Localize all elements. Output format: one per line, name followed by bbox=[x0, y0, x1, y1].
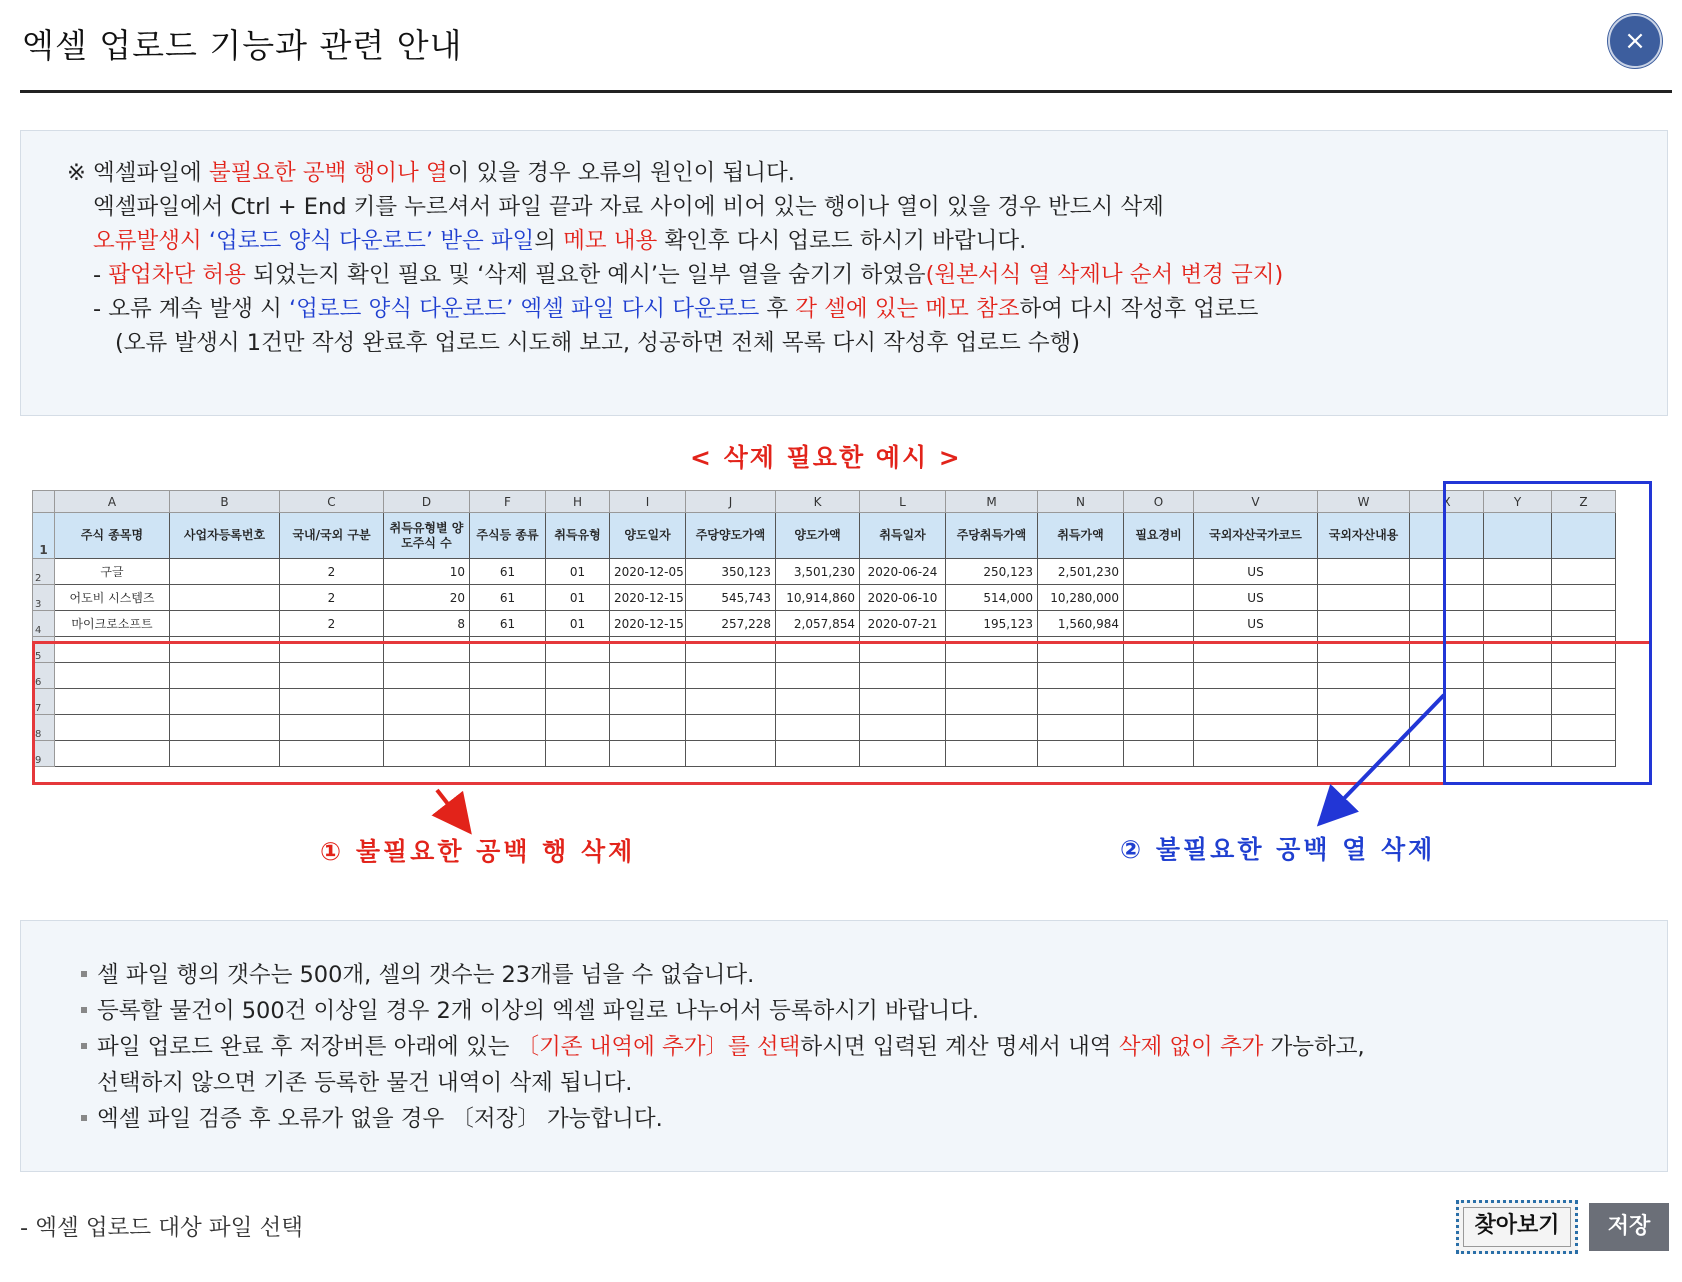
column-letter: C bbox=[280, 491, 384, 513]
header-cell: 사업자등록번호 bbox=[170, 513, 280, 559]
bullet-text: 등록할 물건이 500건 이상일 경우 2개 이상의 엑셀 파일로 나누어서 등록하시기 바랍니다. bbox=[97, 998, 980, 1024]
empty-cell bbox=[280, 715, 384, 741]
table-cell bbox=[1124, 559, 1194, 585]
empty-cell bbox=[686, 689, 776, 715]
table-cell: 350,123 bbox=[686, 559, 776, 585]
table-cell bbox=[1410, 559, 1484, 585]
table-cell bbox=[1552, 611, 1616, 637]
table-cell: 514,000 bbox=[946, 585, 1038, 611]
empty-cell bbox=[280, 637, 384, 663]
table-cell bbox=[1318, 559, 1410, 585]
empty-cell bbox=[686, 715, 776, 741]
empty-cell bbox=[546, 689, 610, 715]
header-cell: 주당양도가액 bbox=[686, 513, 776, 559]
column-letter: Y bbox=[1484, 491, 1552, 513]
table-cell: 61 bbox=[470, 585, 546, 611]
bullet-continuation: 선택하지 않으면 기존 등록한 물건 내역이 삭제 됩니다. bbox=[97, 1070, 633, 1096]
empty-cell bbox=[1410, 715, 1484, 741]
arrow-to-rows bbox=[437, 790, 462, 822]
empty-cell bbox=[946, 741, 1038, 767]
empty-cell bbox=[470, 741, 546, 767]
empty-cell bbox=[55, 637, 170, 663]
bullet-icon bbox=[81, 1115, 87, 1121]
empty-cell bbox=[1318, 689, 1410, 715]
column-letter: N bbox=[1038, 491, 1124, 513]
empty-cell bbox=[946, 715, 1038, 741]
table-cell bbox=[1410, 585, 1484, 611]
notice-text: - bbox=[93, 262, 109, 288]
empty-cell bbox=[1318, 715, 1410, 741]
empty-cell bbox=[170, 715, 280, 741]
example-title: < 삭제 필요한 예시 > bbox=[690, 443, 962, 472]
table-row bbox=[33, 559, 1616, 585]
header-row bbox=[33, 513, 1616, 559]
empty-cell bbox=[1552, 689, 1616, 715]
empty-cell bbox=[860, 663, 946, 689]
column-letter: W bbox=[1318, 491, 1410, 513]
empty-row bbox=[33, 637, 1616, 663]
table-cell: 250,123 bbox=[946, 559, 1038, 585]
notice-line-1 bbox=[67, 155, 795, 187]
empty-cell bbox=[55, 741, 170, 767]
column-letter: L bbox=[860, 491, 946, 513]
empty-cell bbox=[1124, 637, 1194, 663]
table-cell: 545,743 bbox=[686, 585, 776, 611]
empty-cell bbox=[686, 637, 776, 663]
table-cell: 어도비 시스템즈 bbox=[55, 585, 170, 611]
empty-cell bbox=[860, 689, 946, 715]
column-letter: K bbox=[776, 491, 860, 513]
empty-cell bbox=[1318, 741, 1410, 767]
notice-link-text: ‘업로드 양식 다운로드’ 받은 파일 bbox=[208, 228, 535, 254]
empty-cell bbox=[1552, 715, 1616, 741]
row-number: 5 bbox=[33, 637, 55, 663]
table-cell: 01 bbox=[546, 559, 610, 585]
empty-cell bbox=[1552, 663, 1616, 689]
bullet-text: 파일 업로드 완료 후 저장버튼 아래에 있는 bbox=[97, 1034, 517, 1060]
table-row bbox=[33, 585, 1616, 611]
empty-cell bbox=[1038, 663, 1124, 689]
notice-line-2: 엑셀파일에서 Ctrl + End 키를 누르셔서 파일 끝과 자료 사이에 비어 있는 행이나 열이 있을 경우 반드시 삭제 bbox=[93, 194, 1164, 220]
empty-cell bbox=[55, 715, 170, 741]
empty-cell bbox=[610, 689, 686, 715]
table-cell: 2020-07-21 bbox=[860, 611, 946, 637]
notice-highlight: 각 셀에 있는 메모 참조 bbox=[795, 296, 1020, 322]
empty-cell bbox=[1484, 663, 1552, 689]
label-delete-rows: ① 불필요한 공백 행 삭제 bbox=[320, 837, 636, 866]
header-cell bbox=[1410, 513, 1484, 559]
empty-cell bbox=[1318, 663, 1410, 689]
empty-cell bbox=[280, 689, 384, 715]
empty-cell bbox=[1552, 741, 1616, 767]
notice-line-3 bbox=[93, 223, 1026, 255]
empty-cell bbox=[1410, 689, 1484, 715]
save-button[interactable]: 저장 bbox=[1589, 1203, 1669, 1251]
empty-cell bbox=[470, 637, 546, 663]
empty-cell bbox=[610, 637, 686, 663]
notice-highlight: 오류발생시 bbox=[93, 228, 209, 254]
notice-text: 되었는지 확인 필요 및 ‘삭제 필요한 예시’는 일부 열을 숨기기 하였음 bbox=[245, 262, 926, 288]
table-cell bbox=[1484, 559, 1552, 585]
row-number: 2 bbox=[33, 559, 55, 585]
table-cell: 01 bbox=[546, 585, 610, 611]
column-letter: X bbox=[1410, 491, 1484, 513]
column-letter: B bbox=[170, 491, 280, 513]
empty-cell bbox=[384, 663, 470, 689]
empty-cell bbox=[384, 689, 470, 715]
bullet-icon bbox=[81, 971, 87, 977]
column-letter: O bbox=[1124, 491, 1194, 513]
empty-cell bbox=[1194, 715, 1318, 741]
header-cell: 주식등 종류 bbox=[470, 513, 546, 559]
empty-cell bbox=[1038, 689, 1124, 715]
empty-cell bbox=[776, 715, 860, 741]
table-cell: 61 bbox=[470, 611, 546, 637]
empty-cell bbox=[170, 663, 280, 689]
table-cell: 2020-12-15 bbox=[610, 585, 686, 611]
header-cell bbox=[1484, 513, 1552, 559]
table-cell bbox=[1410, 611, 1484, 637]
table-cell: 2020-12-15 bbox=[610, 611, 686, 637]
table-cell bbox=[1124, 585, 1194, 611]
row-number: 6 bbox=[33, 663, 55, 689]
bullet-icon bbox=[81, 1043, 87, 1049]
column-letter: J bbox=[686, 491, 776, 513]
empty-cell bbox=[170, 637, 280, 663]
column-letter: V bbox=[1194, 491, 1318, 513]
table-cell: 1,560,984 bbox=[1038, 611, 1124, 637]
table-cell: 2,057,854 bbox=[776, 611, 860, 637]
header-cell bbox=[1552, 513, 1616, 559]
empty-cell bbox=[55, 689, 170, 715]
notice-text: 이 있을 경우 오류의 원인이 됩니다. bbox=[447, 160, 795, 186]
table-cell bbox=[1318, 585, 1410, 611]
table-cell: 257,228 bbox=[686, 611, 776, 637]
bullet-text: 셀 파일 행의 갯수는 500개, 셀의 갯수는 23개를 넘을 수 없습니다. bbox=[97, 962, 755, 988]
table-cell: 195,123 bbox=[946, 611, 1038, 637]
empty-cell bbox=[776, 637, 860, 663]
empty-cell bbox=[384, 741, 470, 767]
notice-link-text: ‘업로드 양식 다운로드’ 엑셀 파일 다시 다운로드 bbox=[289, 296, 760, 322]
empty-cell bbox=[1484, 741, 1552, 767]
column-letter: H bbox=[546, 491, 610, 513]
bullet-item bbox=[81, 993, 979, 1025]
empty-row bbox=[33, 715, 1616, 741]
header-cell: 주식 종목명 bbox=[55, 513, 170, 559]
empty-cell bbox=[1124, 689, 1194, 715]
header-cell: 취득유형 bbox=[546, 513, 610, 559]
empty-cell bbox=[1194, 689, 1318, 715]
table-cell: 2020-06-10 bbox=[860, 585, 946, 611]
table-cell: 2 bbox=[280, 559, 384, 585]
table-cell: US bbox=[1194, 611, 1318, 637]
empty-cell bbox=[1484, 715, 1552, 741]
dialog-header bbox=[20, 0, 1672, 93]
table-cell: 20 bbox=[384, 585, 470, 611]
header-cell: 취득일자 bbox=[860, 513, 946, 559]
empty-cell bbox=[1484, 637, 1552, 663]
notice-text: 하여 다시 작성후 업로드 bbox=[1019, 296, 1259, 322]
empty-cell bbox=[860, 741, 946, 767]
bullet-highlight: 삭제 없이 추가 bbox=[1118, 1034, 1264, 1060]
empty-cell bbox=[280, 663, 384, 689]
table-cell bbox=[170, 585, 280, 611]
empty-cell bbox=[946, 637, 1038, 663]
table-cell: 8 bbox=[384, 611, 470, 637]
empty-cell bbox=[1038, 637, 1124, 663]
table-cell bbox=[1484, 585, 1552, 611]
empty-cell bbox=[1194, 741, 1318, 767]
notice-box-top bbox=[20, 130, 1668, 416]
header-cell: 주당취득가액 bbox=[946, 513, 1038, 559]
notice-text: 의 bbox=[534, 228, 564, 254]
table-cell bbox=[1124, 611, 1194, 637]
notice-highlight: 불필요한 공백 행이나 열 bbox=[208, 160, 448, 186]
empty-cell bbox=[610, 715, 686, 741]
empty-row bbox=[33, 663, 1616, 689]
table-cell bbox=[170, 611, 280, 637]
example-spreadsheet bbox=[32, 490, 1616, 767]
empty-cell bbox=[776, 741, 860, 767]
empty-cell bbox=[1410, 741, 1484, 767]
label-delete-columns: ② 불필요한 공백 열 삭제 bbox=[1120, 835, 1436, 864]
table-cell: US bbox=[1194, 559, 1318, 585]
notice-highlight: (원본서식 열 삭제나 순서 변경 금지) bbox=[925, 262, 1284, 288]
dialog-title: 엑셀 업로드 기능과 관련 안내 bbox=[22, 26, 463, 65]
notice-text: - 오류 계속 발생 시 bbox=[93, 296, 290, 322]
empty-cell bbox=[470, 663, 546, 689]
close-icon[interactable]: × bbox=[1608, 14, 1662, 68]
empty-cell bbox=[686, 663, 776, 689]
column-letter: M bbox=[946, 491, 1038, 513]
empty-row bbox=[33, 741, 1616, 767]
table-cell: 2020-06-24 bbox=[860, 559, 946, 585]
column-letter: Z bbox=[1552, 491, 1616, 513]
notice-line-6: (오류 발생시 1건만 작성 완료후 업로드 시도해 보고, 성공하면 전체 목록 다시 작성후 업로드 수행) bbox=[115, 330, 1081, 356]
empty-cell bbox=[1124, 741, 1194, 767]
empty-cell bbox=[170, 689, 280, 715]
table-cell: 2 bbox=[280, 585, 384, 611]
bullet-highlight: 〔기존 내역에 추가〕를 선택 bbox=[516, 1034, 801, 1060]
empty-cell bbox=[1038, 741, 1124, 767]
empty-cell bbox=[860, 637, 946, 663]
empty-cell bbox=[686, 741, 776, 767]
row-number: 7 bbox=[33, 689, 55, 715]
empty-cell bbox=[170, 741, 280, 767]
empty-cell bbox=[610, 741, 686, 767]
table-cell: 마이크로소프트 bbox=[55, 611, 170, 637]
table-cell bbox=[1552, 559, 1616, 585]
sheet-corner bbox=[33, 491, 55, 513]
empty-cell bbox=[1194, 663, 1318, 689]
table-cell: US bbox=[1194, 585, 1318, 611]
column-letter: D bbox=[384, 491, 470, 513]
empty-cell bbox=[1124, 663, 1194, 689]
row-number: 1 bbox=[33, 513, 55, 559]
header-cell: 취득가액 bbox=[1038, 513, 1124, 559]
bullet-text: 하시면 입력된 계산 명세서 내역 bbox=[800, 1034, 1119, 1060]
header-cell: 취득유형별 양도주식 수 bbox=[384, 513, 470, 559]
empty-cell bbox=[384, 715, 470, 741]
column-letter: A bbox=[55, 491, 170, 513]
empty-cell bbox=[1552, 637, 1616, 663]
column-letter: F bbox=[470, 491, 546, 513]
bullet-text: 엑셀 파일 검증 후 오류가 없을 경우 〔저장〕 가능합니다. bbox=[97, 1106, 663, 1132]
notice-highlight: 메모 내용 bbox=[563, 228, 658, 254]
empty-cell bbox=[610, 663, 686, 689]
header-cell: 국내/국외 구분 bbox=[280, 513, 384, 559]
header-cell: 양도일자 bbox=[610, 513, 686, 559]
empty-cell bbox=[470, 689, 546, 715]
row-number: 9 bbox=[33, 741, 55, 767]
table-cell: 2,501,230 bbox=[1038, 559, 1124, 585]
empty-cell bbox=[1410, 663, 1484, 689]
bullet-text: 가능하고, bbox=[1263, 1034, 1365, 1060]
notice-text: 확인후 다시 업로드 하시기 바랍니다. bbox=[657, 228, 1027, 254]
empty-cell bbox=[546, 637, 610, 663]
table-cell bbox=[170, 559, 280, 585]
notice-highlight: 팝업차단 허용 bbox=[108, 262, 246, 288]
table-cell bbox=[1484, 611, 1552, 637]
empty-cell bbox=[1484, 689, 1552, 715]
empty-cell bbox=[1038, 715, 1124, 741]
table-cell: 61 bbox=[470, 559, 546, 585]
empty-cell bbox=[860, 715, 946, 741]
table-cell: 2020-12-05 bbox=[610, 559, 686, 585]
row-number: 8 bbox=[33, 715, 55, 741]
empty-cell bbox=[776, 689, 860, 715]
empty-cell bbox=[1410, 637, 1484, 663]
empty-cell bbox=[776, 663, 860, 689]
bullet-item bbox=[81, 957, 754, 989]
file-select-label: - 엑셀 업로드 대상 파일 선택 bbox=[20, 1215, 303, 1241]
table-cell: 10 bbox=[384, 559, 470, 585]
notice-text: 후 bbox=[759, 296, 796, 322]
table-cell bbox=[1552, 585, 1616, 611]
table-cell: 구글 bbox=[55, 559, 170, 585]
header-cell: 국외자산국가코드 bbox=[1194, 513, 1318, 559]
empty-cell bbox=[1194, 637, 1318, 663]
row-number: 3 bbox=[33, 585, 55, 611]
table-cell: 10,914,860 bbox=[776, 585, 860, 611]
empty-cell bbox=[470, 715, 546, 741]
header-cell: 필요경비 bbox=[1124, 513, 1194, 559]
empty-cell bbox=[546, 741, 610, 767]
empty-cell bbox=[384, 637, 470, 663]
notice-text: ※ 엑셀파일에 bbox=[67, 160, 209, 186]
row-number: 4 bbox=[33, 611, 55, 637]
empty-cell bbox=[946, 663, 1038, 689]
empty-cell bbox=[55, 663, 170, 689]
column-letter-row bbox=[33, 491, 1616, 513]
notice-box-bottom bbox=[20, 920, 1668, 1172]
bullet-icon bbox=[81, 1007, 87, 1013]
empty-cell bbox=[280, 741, 384, 767]
empty-cell bbox=[1124, 715, 1194, 741]
empty-cell bbox=[546, 663, 610, 689]
column-letter: I bbox=[610, 491, 686, 513]
notice-line-5 bbox=[93, 291, 1258, 323]
table-cell bbox=[1318, 611, 1410, 637]
empty-cell bbox=[946, 689, 1038, 715]
table-cell: 01 bbox=[546, 611, 610, 637]
browse-button[interactable]: 찾아보기 bbox=[1456, 1200, 1578, 1254]
table-cell: 2 bbox=[280, 611, 384, 637]
header-cell: 국외자산내용 bbox=[1318, 513, 1410, 559]
table-row bbox=[33, 611, 1616, 637]
bullet-item bbox=[81, 1029, 1365, 1061]
header-cell: 양도가액 bbox=[776, 513, 860, 559]
empty-cell bbox=[1318, 637, 1410, 663]
empty-row bbox=[33, 689, 1616, 715]
bullet-item bbox=[81, 1101, 663, 1133]
table-cell: 10,280,000 bbox=[1038, 585, 1124, 611]
empty-cell bbox=[546, 715, 610, 741]
table-cell: 3,501,230 bbox=[776, 559, 860, 585]
notice-line-4 bbox=[93, 257, 1283, 289]
